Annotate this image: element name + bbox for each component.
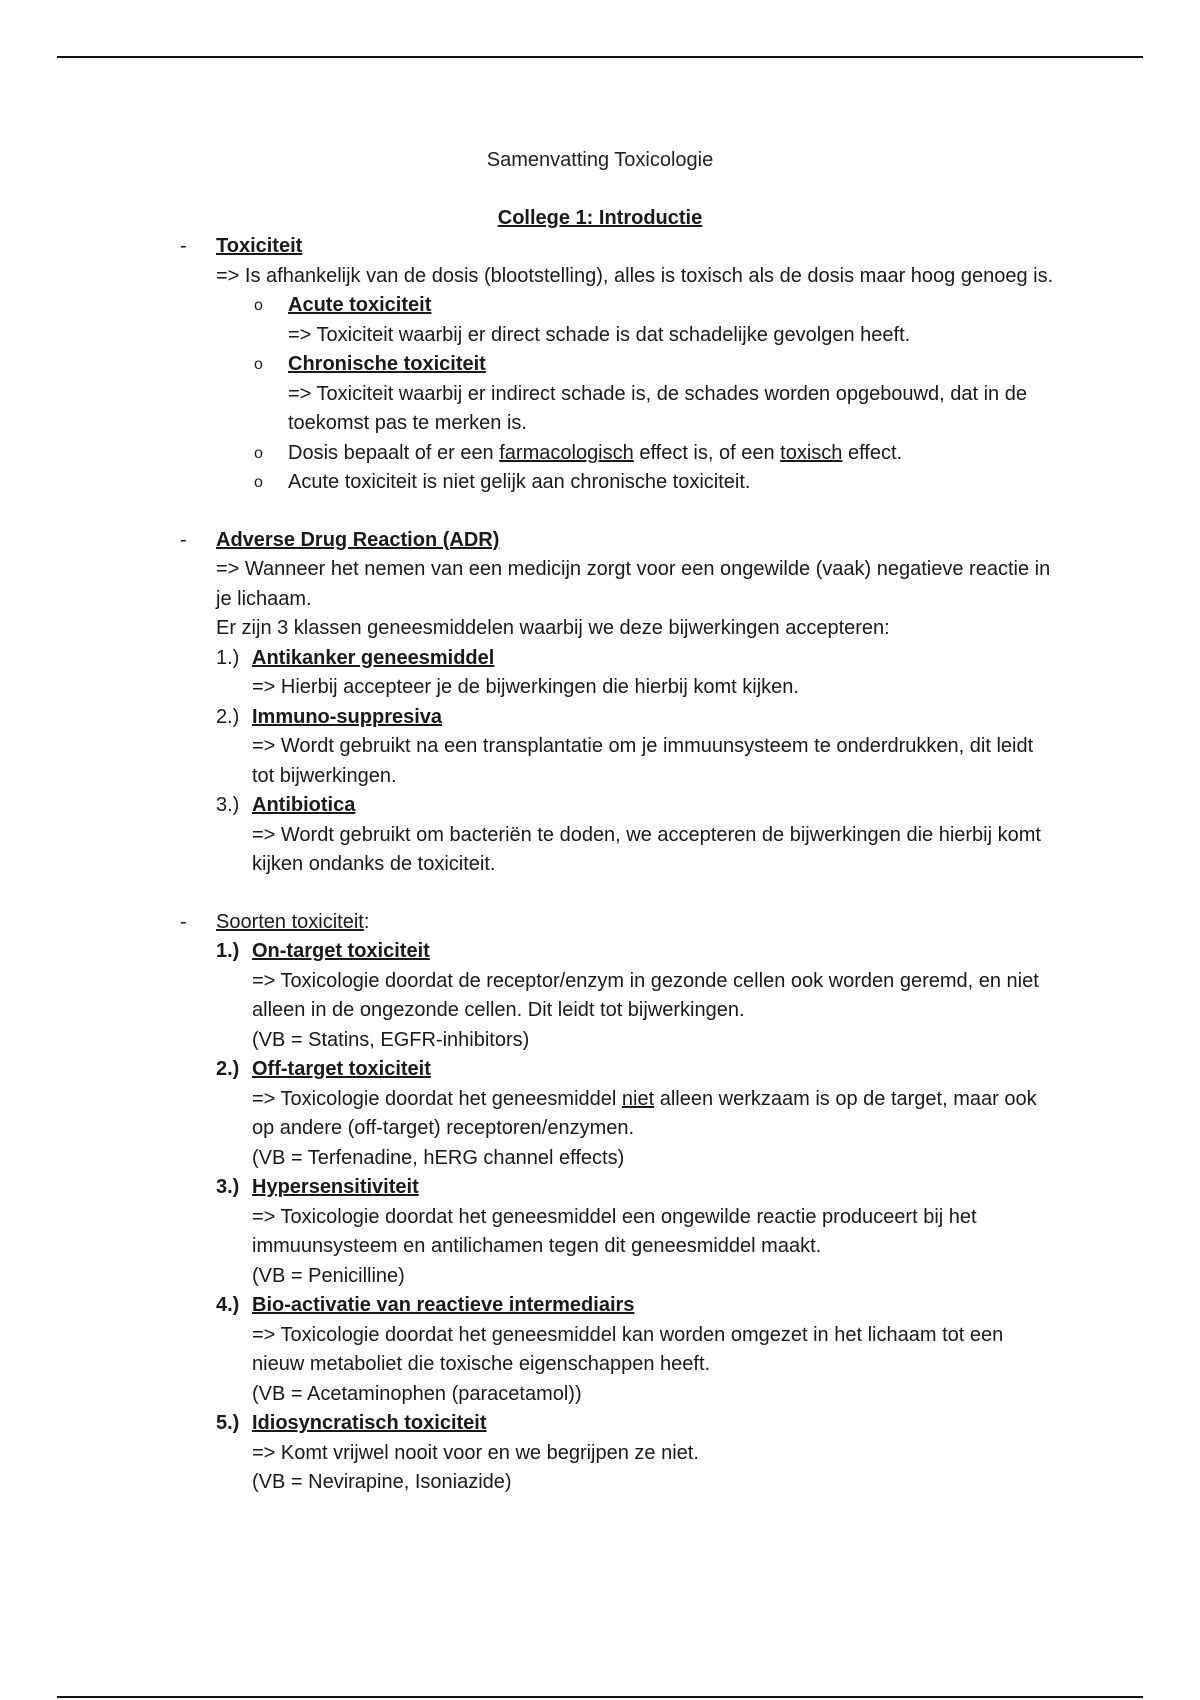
dose-underline-toxisch: toxisch bbox=[780, 441, 843, 464]
item-desc: => Wordt gebruikt na een transplantatie om je immuunsysteem te onderdrukken, dit leidt tot bijwerkingen. bbox=[252, 735, 1034, 787]
item-number: 3.) bbox=[216, 1176, 240, 1198]
item-desc: => Wordt gebruikt om bacteriën te doden, we accepteren de bijwerkingen die hierbij komt kijken ondanks de toxiciteit. bbox=[252, 823, 1041, 875]
dash-marker: - bbox=[180, 528, 187, 551]
circle-bullet-icon: o bbox=[254, 474, 263, 491]
bullet-acute bbox=[216, 291, 1060, 350]
desc-part-b: alleen werkzaam is op de target, maar ook op andere (off-target) receptoren/enzymen. bbox=[252, 1087, 1037, 1139]
college-heading: College 1: Introductie bbox=[497, 207, 703, 229]
soort-item bbox=[216, 1409, 1060, 1498]
section-adr bbox=[0, 526, 1200, 880]
soort-item bbox=[216, 937, 1060, 1055]
section-toxiciteit bbox=[0, 232, 1200, 498]
item-term: Idiosyncratisch toxiciteit bbox=[252, 1412, 487, 1434]
circle-bullet-icon: o bbox=[254, 444, 263, 462]
section-soorten bbox=[0, 908, 1200, 1498]
desc-chronic: => Toxiciteit waarbij er indirect schade is, de schades worden opgebouwd, dat in de toekomst pas te merken is. bbox=[288, 382, 1027, 434]
soort-item bbox=[216, 1291, 1060, 1409]
dash-marker: - bbox=[180, 910, 187, 933]
adr-item bbox=[216, 703, 1060, 792]
item-number: 2.) bbox=[216, 1058, 240, 1080]
dose-text-1: Dosis bepaalt of er een bbox=[288, 441, 500, 464]
item-desc bbox=[252, 1085, 1060, 1144]
item-desc: => Toxicologie doordat het geneesmiddel kan worden omgezet in het lichaam tot een nieuw metaboliet die toxische eigenschappen heeft. bbox=[252, 1323, 1004, 1375]
item-desc: => Hierbij accepteer je de bijwerkingen die hierbij komt kijken. bbox=[252, 676, 799, 698]
item-number: 2.) bbox=[216, 705, 240, 728]
item-example: (VB = Statins, EGFR-inhibitors) bbox=[252, 1028, 530, 1051]
item-example: (VB = Terfenadine, hERG channel effects) bbox=[252, 1146, 625, 1169]
item-term: Antikanker geneesmiddel bbox=[252, 646, 495, 669]
adr-item bbox=[216, 644, 1060, 703]
circle-bullet-icon: o bbox=[254, 356, 263, 373]
document-title: Samenvatting Toxicologie bbox=[486, 149, 714, 171]
item-term: Bio-activatie van reactieve intermediairs bbox=[252, 1294, 635, 1316]
item-desc: => Toxicologie doordat het geneesmiddel een ongewilde reactie produceert bij het immuunsysteem en antilichamen tegen dit geneesmiddel maakt. bbox=[252, 1205, 977, 1257]
desc-adr: => Wanneer het nemen van een medicijn zorgt voor een ongewilde (vaak) negatieve reactie in je lichaam. bbox=[216, 558, 1051, 610]
dash-marker: - bbox=[180, 235, 187, 257]
term-chronic: Chronische toxiciteit bbox=[288, 353, 486, 375]
top-rule bbox=[57, 56, 1143, 58]
item-term: Off-target toxiciteit bbox=[252, 1058, 431, 1080]
item-term: Immuno-suppresiva bbox=[252, 705, 443, 728]
circle-bullet-icon: o bbox=[254, 297, 263, 314]
desc-toxiciteit: => Is afhankelijk van de dosis (blootstelling), alles is toxisch als de dosis maar hoog genoeg is. bbox=[216, 264, 1054, 287]
desc-part-a: => Toxicologie doordat het geneesmiddel bbox=[252, 1087, 622, 1110]
bullet-chronic bbox=[216, 350, 1060, 439]
item-example: (VB = Nevirapine, Isoniazide) bbox=[252, 1471, 512, 1493]
item-desc: => Komt vrijwel nooit voor en we begrijpen ze niet. bbox=[252, 1441, 699, 1464]
item-number: 1.) bbox=[216, 940, 240, 962]
bullet-dose bbox=[216, 439, 1060, 469]
note-acute-vs-chronic: Acute toxiciteit is niet gelijk aan chronische toxiciteit. bbox=[288, 471, 751, 493]
item-term: Hypersensitiviteit bbox=[252, 1176, 419, 1198]
soort-item bbox=[216, 1173, 1060, 1291]
intro-adr: Er zijn 3 klassen geneesmiddelen waarbij we deze bijwerkingen accepteren: bbox=[216, 617, 890, 639]
term-toxiciteit: Toxiciteit bbox=[216, 235, 303, 257]
document-body bbox=[0, 232, 1200, 1498]
soort-item bbox=[216, 1055, 1060, 1173]
dose-sentence bbox=[288, 439, 1060, 469]
bottom-rule bbox=[57, 1696, 1143, 1698]
term-adr: Adverse Drug Reaction (ADR) bbox=[216, 528, 500, 551]
item-desc: => Toxicologie doordat de receptor/enzym in gezonde cellen ook worden geremd, en niet alleen in de ongezonde cellen. Dit leidt tot bijwerkingen. bbox=[252, 969, 1039, 1021]
item-number: 1.) bbox=[216, 646, 240, 669]
item-term: Antibiotica bbox=[252, 794, 356, 816]
adr-item bbox=[216, 791, 1060, 880]
item-term: On-target toxiciteit bbox=[252, 940, 430, 962]
item-number: 3.) bbox=[216, 794, 240, 816]
desc-acute: => Toxiciteit waarbij er direct schade is dat schadelijke gevolgen heeft. bbox=[288, 323, 911, 346]
desc-underline-niet: niet bbox=[621, 1087, 655, 1110]
term-soorten: Soorten toxiciteit bbox=[216, 910, 364, 933]
dose-text-3: effect. bbox=[842, 441, 903, 464]
dose-text-2: effect is, of een bbox=[633, 441, 781, 464]
term-acute: Acute toxiciteit bbox=[288, 294, 432, 316]
colon: : bbox=[363, 910, 370, 933]
item-example: (VB = Penicilline) bbox=[252, 1264, 405, 1287]
item-number: 4.) bbox=[216, 1294, 240, 1316]
bullet-note bbox=[216, 468, 1060, 498]
heading-soorten bbox=[216, 908, 1060, 938]
item-example: (VB = Acetaminophen (paracetamol)) bbox=[252, 1382, 582, 1405]
dose-underline-farmacologisch: farmacologisch bbox=[499, 441, 634, 464]
item-number: 5.) bbox=[216, 1412, 240, 1434]
